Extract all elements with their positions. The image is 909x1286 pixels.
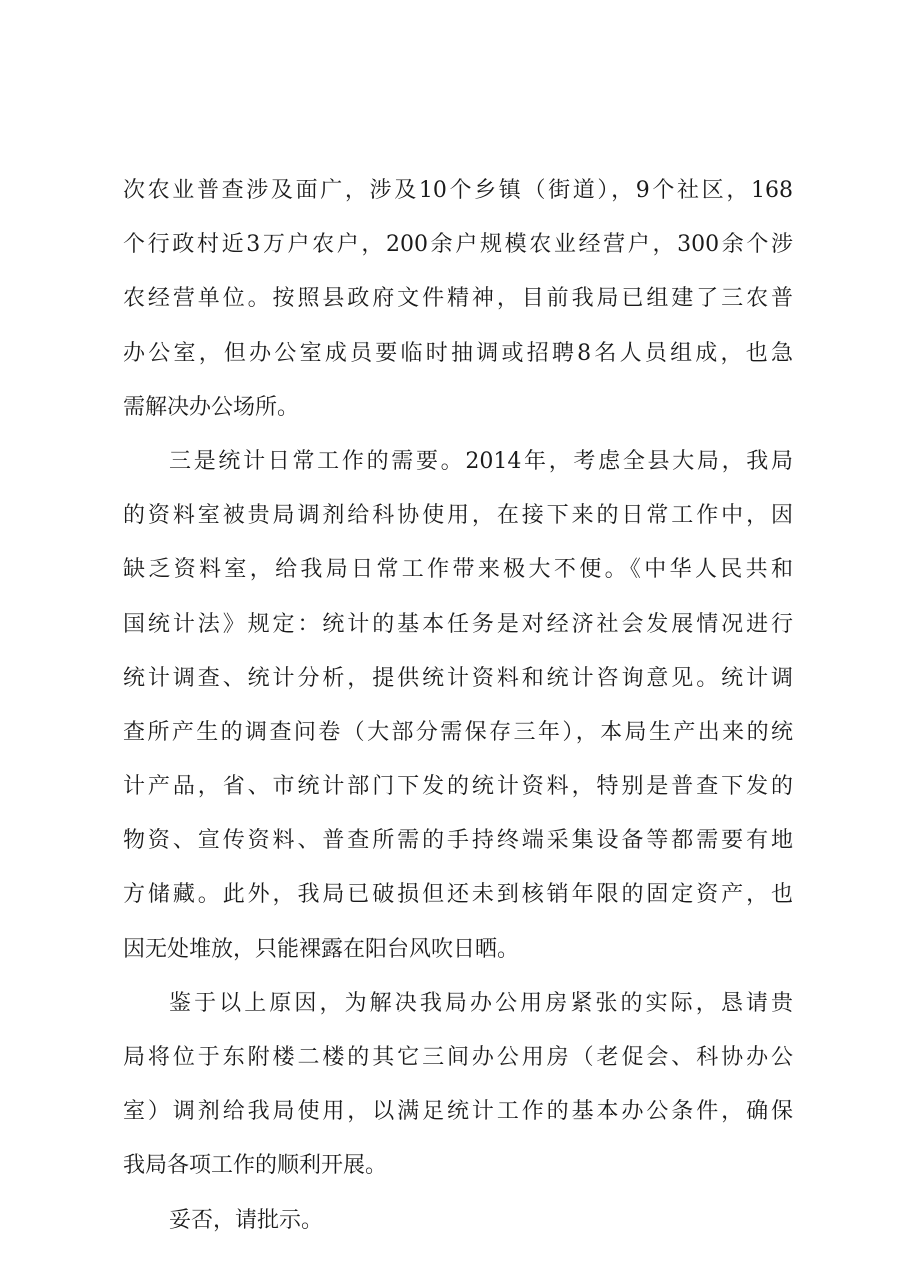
text-line: 需解决办公场所。 — [123, 394, 300, 420]
text-line: 办公室，但办公室成员要临时抽调或招聘8名人员组成，也急 — [123, 340, 793, 366]
text-line: 农经营单位。按照县政府文件精神，目前我局已组建了三农普 — [123, 286, 793, 312]
paragraph-request — [123, 977, 793, 1194]
text-line: 室）调剂给我局使用，以满足统计工作的基本办公条件，确保 — [123, 1099, 793, 1125]
text-line: 物资、宣传资料、普查所需的手持终端采集设备等都需要有地 — [123, 828, 793, 854]
text-line: 查所产生的调查问卷（大部分需保存三年），本局生产出来的统 — [123, 719, 793, 745]
paragraph-census-scope — [123, 164, 793, 435]
paragraph-closing — [123, 1194, 793, 1248]
text-line: 统计调查、统计分析，提供统计资料和统计咨询意见。统计调 — [123, 665, 793, 691]
text-line: 鉴于以上原因，为解决我局办公用房紧张的实际，恳请贵 — [169, 990, 793, 1016]
text-line: 因无处堆放，只能裸露在阳台风吹日晒。 — [123, 936, 520, 962]
closing-line: 妥否，请批示。 — [169, 1207, 324, 1233]
text-line: 我局各项工作的顺利开展。 — [123, 1153, 388, 1179]
text-line: 方储藏。此外，我局已破损但还未到核销年限的固定资产，也 — [123, 882, 793, 908]
text-line: 三是统计日常工作的需要。2014年，考虑全县大局，我局 — [169, 448, 793, 474]
text-line: 计产品，省、市统计部门下发的统计资料，特别是普查下发的 — [123, 774, 793, 800]
text-line: 的资料室被贵局调剂给科协使用，在接下来的日常工作中，因 — [123, 503, 793, 529]
text-line: 次农业普查涉及面广，涉及10个乡镇（街道），9个社区，168 — [123, 178, 793, 203]
text-line: 个行政村近3万户农户，200余户规模农业经营户，300余个涉 — [123, 232, 793, 258]
text-line: 国统计法》规定：统计的基本任务是对经济社会发展情况进行 — [123, 611, 793, 637]
text-line: 缺乏资料室，给我局日常工作带来极大不便。《中华人民共和 — [123, 557, 793, 583]
paragraph-daily-work-needs — [123, 435, 793, 977]
document-body — [123, 164, 793, 1248]
text-line: 局将位于东附楼二楼的其它三间办公用房（老促会、科协办公 — [123, 1045, 793, 1070]
